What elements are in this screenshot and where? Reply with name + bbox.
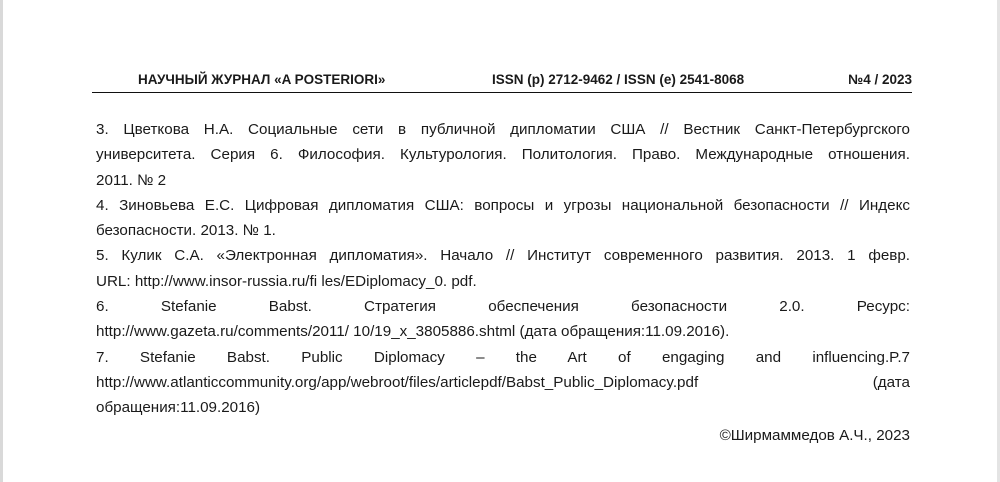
reference-item-6: [96, 294, 910, 345]
reference-line: безопасности. 2013. № 1.: [96, 222, 276, 240]
running-header: [92, 72, 912, 93]
reference-line: 5. Кулик С.А. «Электронная дипломатия». Начало // Институт современного развития. 2013. 1 февр.: [96, 247, 910, 265]
reference-line: 3. Цветкова Н.А. Социальные сети в публичной дипломатии США // Вестник Санкт-Петербургского: [96, 121, 910, 138]
issue-number: №4 / 2023: [848, 72, 912, 87]
reference-line: http://www.gazeta.ru/comments/2011/ 10/19_x_3805886.shtml (дата обращения:11.09.2016).: [96, 323, 730, 341]
reference-line: университета. Серия 6. Философия. Культурология. Политология. Право. Международные отношения.: [96, 146, 910, 164]
reference-line: http://www.atlanticcommunity.org/app/webroot/files/articlepdf/Babst_Public_Diplomacy.pdf (дата: [96, 373, 910, 391]
reference-line: 2011. № 2: [96, 171, 167, 189]
journal-title: НАУЧНЫЙ ЖУРНАЛ «A POSTERIORI»: [138, 72, 386, 87]
reference-line: URL: http://www.insor-russia.ru/fi les/EDiplomacy_0. pdf.: [96, 272, 477, 290]
reference-line: 7. Stefanie Babst. Public Diplomacy – the Art of engaging and influencing.P.7: [96, 348, 910, 366]
reference-item-5: [96, 243, 910, 294]
reference-item-7: [96, 345, 910, 421]
reference-line: 6. Stefanie Babst. Стратегия обеспечения безопасности 2.0. Ресурс:: [96, 298, 910, 316]
page-edge: [0, 0, 3, 482]
reference-item-4: [96, 193, 910, 244]
reference-item-3: [96, 117, 910, 193]
reference-line: 4. Зиновьева Е.С. Цифровая дипломатия США: вопросы и угрозы национальной безопасности // Индекс: [96, 196, 910, 214]
reference-line: обращения:11.09.2016): [96, 399, 261, 417]
copyright-notice: ©Ширмаммедов А.Ч., 2023: [719, 426, 910, 444]
issn-info: ISSN (p) 2712-9462 / ISSN (e) 2541-8068: [492, 72, 745, 87]
reference-list: [96, 117, 910, 448]
